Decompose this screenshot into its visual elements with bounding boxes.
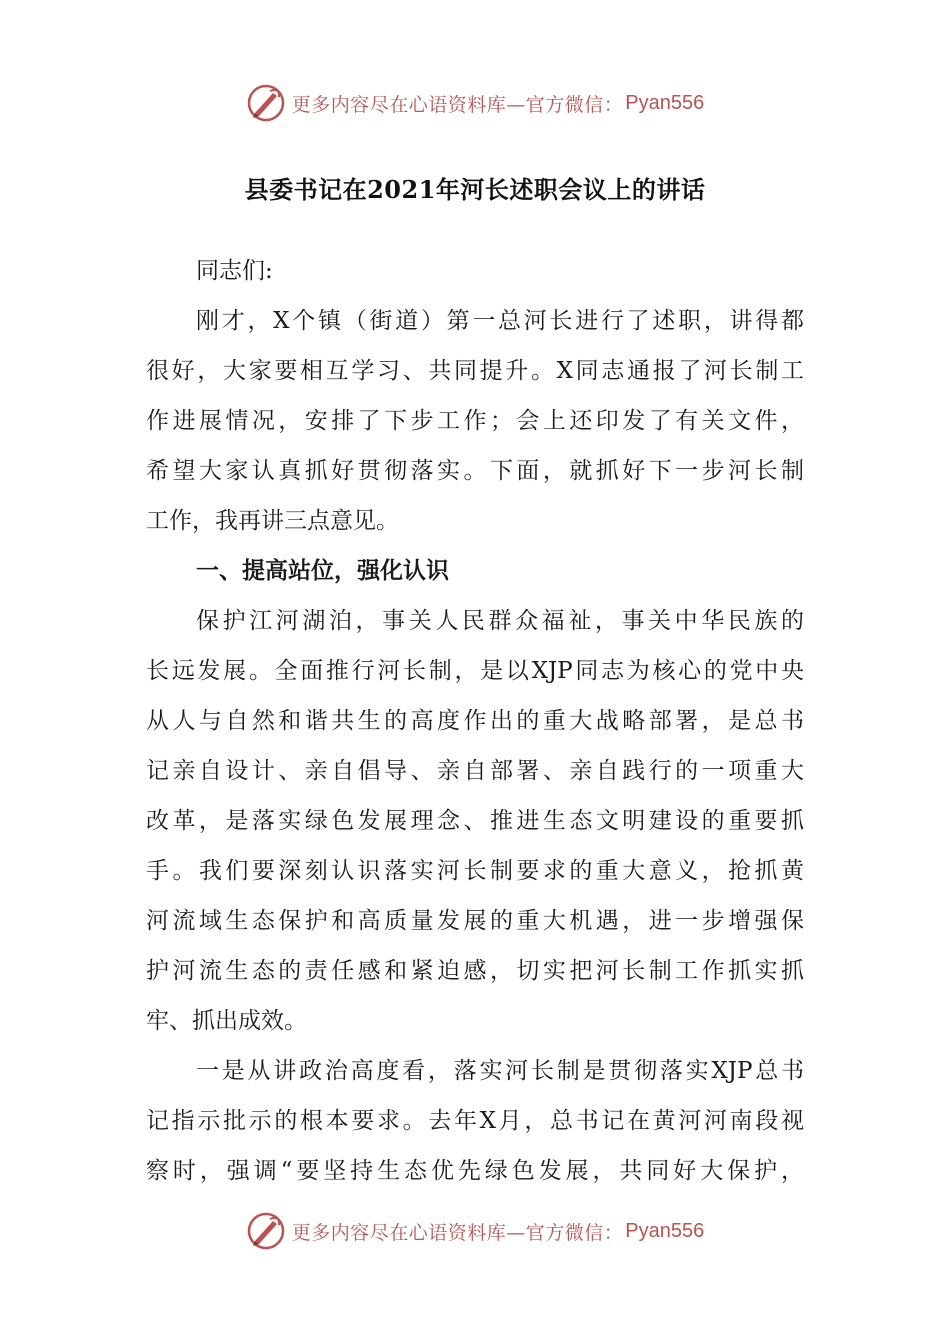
text-line: 记亲自设计、亲自倡导、亲自部署、亲自践行的一项重大 [146, 758, 804, 784]
pen-logo-icon [246, 83, 286, 123]
banner-wechat-id: Pyan556 [625, 91, 705, 114]
footer-banner [0, 1206, 950, 1256]
text-line: 长远发展。全面推行河长制，是以XJP同志为核心的党中央 [146, 658, 804, 684]
text-line: 从人与自然和谐共生的高度作出的重大战略部署，是总书 [146, 708, 804, 734]
text-line: 希望大家认真抓好贯彻落实。下面，就抓好下一步河长制 [146, 458, 804, 484]
text-line: 作进展情况，安排了下步工作；会上还印发了有关文件， [146, 408, 804, 434]
text-line: 保护江河湖泊，事关人民群众福祉，事关中华民族的 [196, 608, 804, 634]
text-line: 护河流生态的责任感和紧迫感，切实把河长制工作抓实抓 [146, 958, 804, 984]
text-line: 记指示批示的根本要求。去年X月，总书记在黄河河南段视 [146, 1108, 804, 1134]
text-line: 手。我们要深刻认识落实河长制要求的重大意义，抢抓黄 [146, 858, 804, 884]
text-line: 察时，强调“要坚持生态优先绿色发展，共同好大保护， [146, 1158, 804, 1184]
header-banner [0, 78, 950, 128]
text-line: 很好，大家要相互学习、共同提升。X同志通报了河长制工 [146, 358, 804, 384]
document-title: 县委书记在2021年河长述职会议上的讲话 [244, 175, 706, 204]
section-heading: 一、提高站位，强化认识 [196, 558, 449, 584]
text-line: 刚才，X个镇（街道）第一总河长进行了述职，讲得都 [196, 308, 804, 334]
text-line: 改革，是落实绿色发展理念、推进生态文明建设的重要抓 [146, 808, 804, 834]
banner-text: 更多内容尽在心语资料库—官方微信： [291, 93, 624, 116]
document-body [146, 246, 804, 1196]
text-line: 牢、抓出成效。 [146, 1008, 307, 1034]
salutation: 同志们: [196, 258, 273, 284]
pen-logo-icon [246, 1211, 286, 1251]
text-line: 一是从讲政治高度看，落实河长制是贯彻落实XJP总书 [196, 1058, 804, 1084]
text-line: 工作，我再讲三点意见。 [146, 508, 399, 534]
banner-text: 更多内容尽在心语资料库—官方微信： [291, 1221, 624, 1244]
banner-wechat-id: Pyan556 [625, 1219, 705, 1242]
text-line: 河流域生态保护和高质量发展的重大机遇，进一步增强保 [146, 908, 804, 934]
